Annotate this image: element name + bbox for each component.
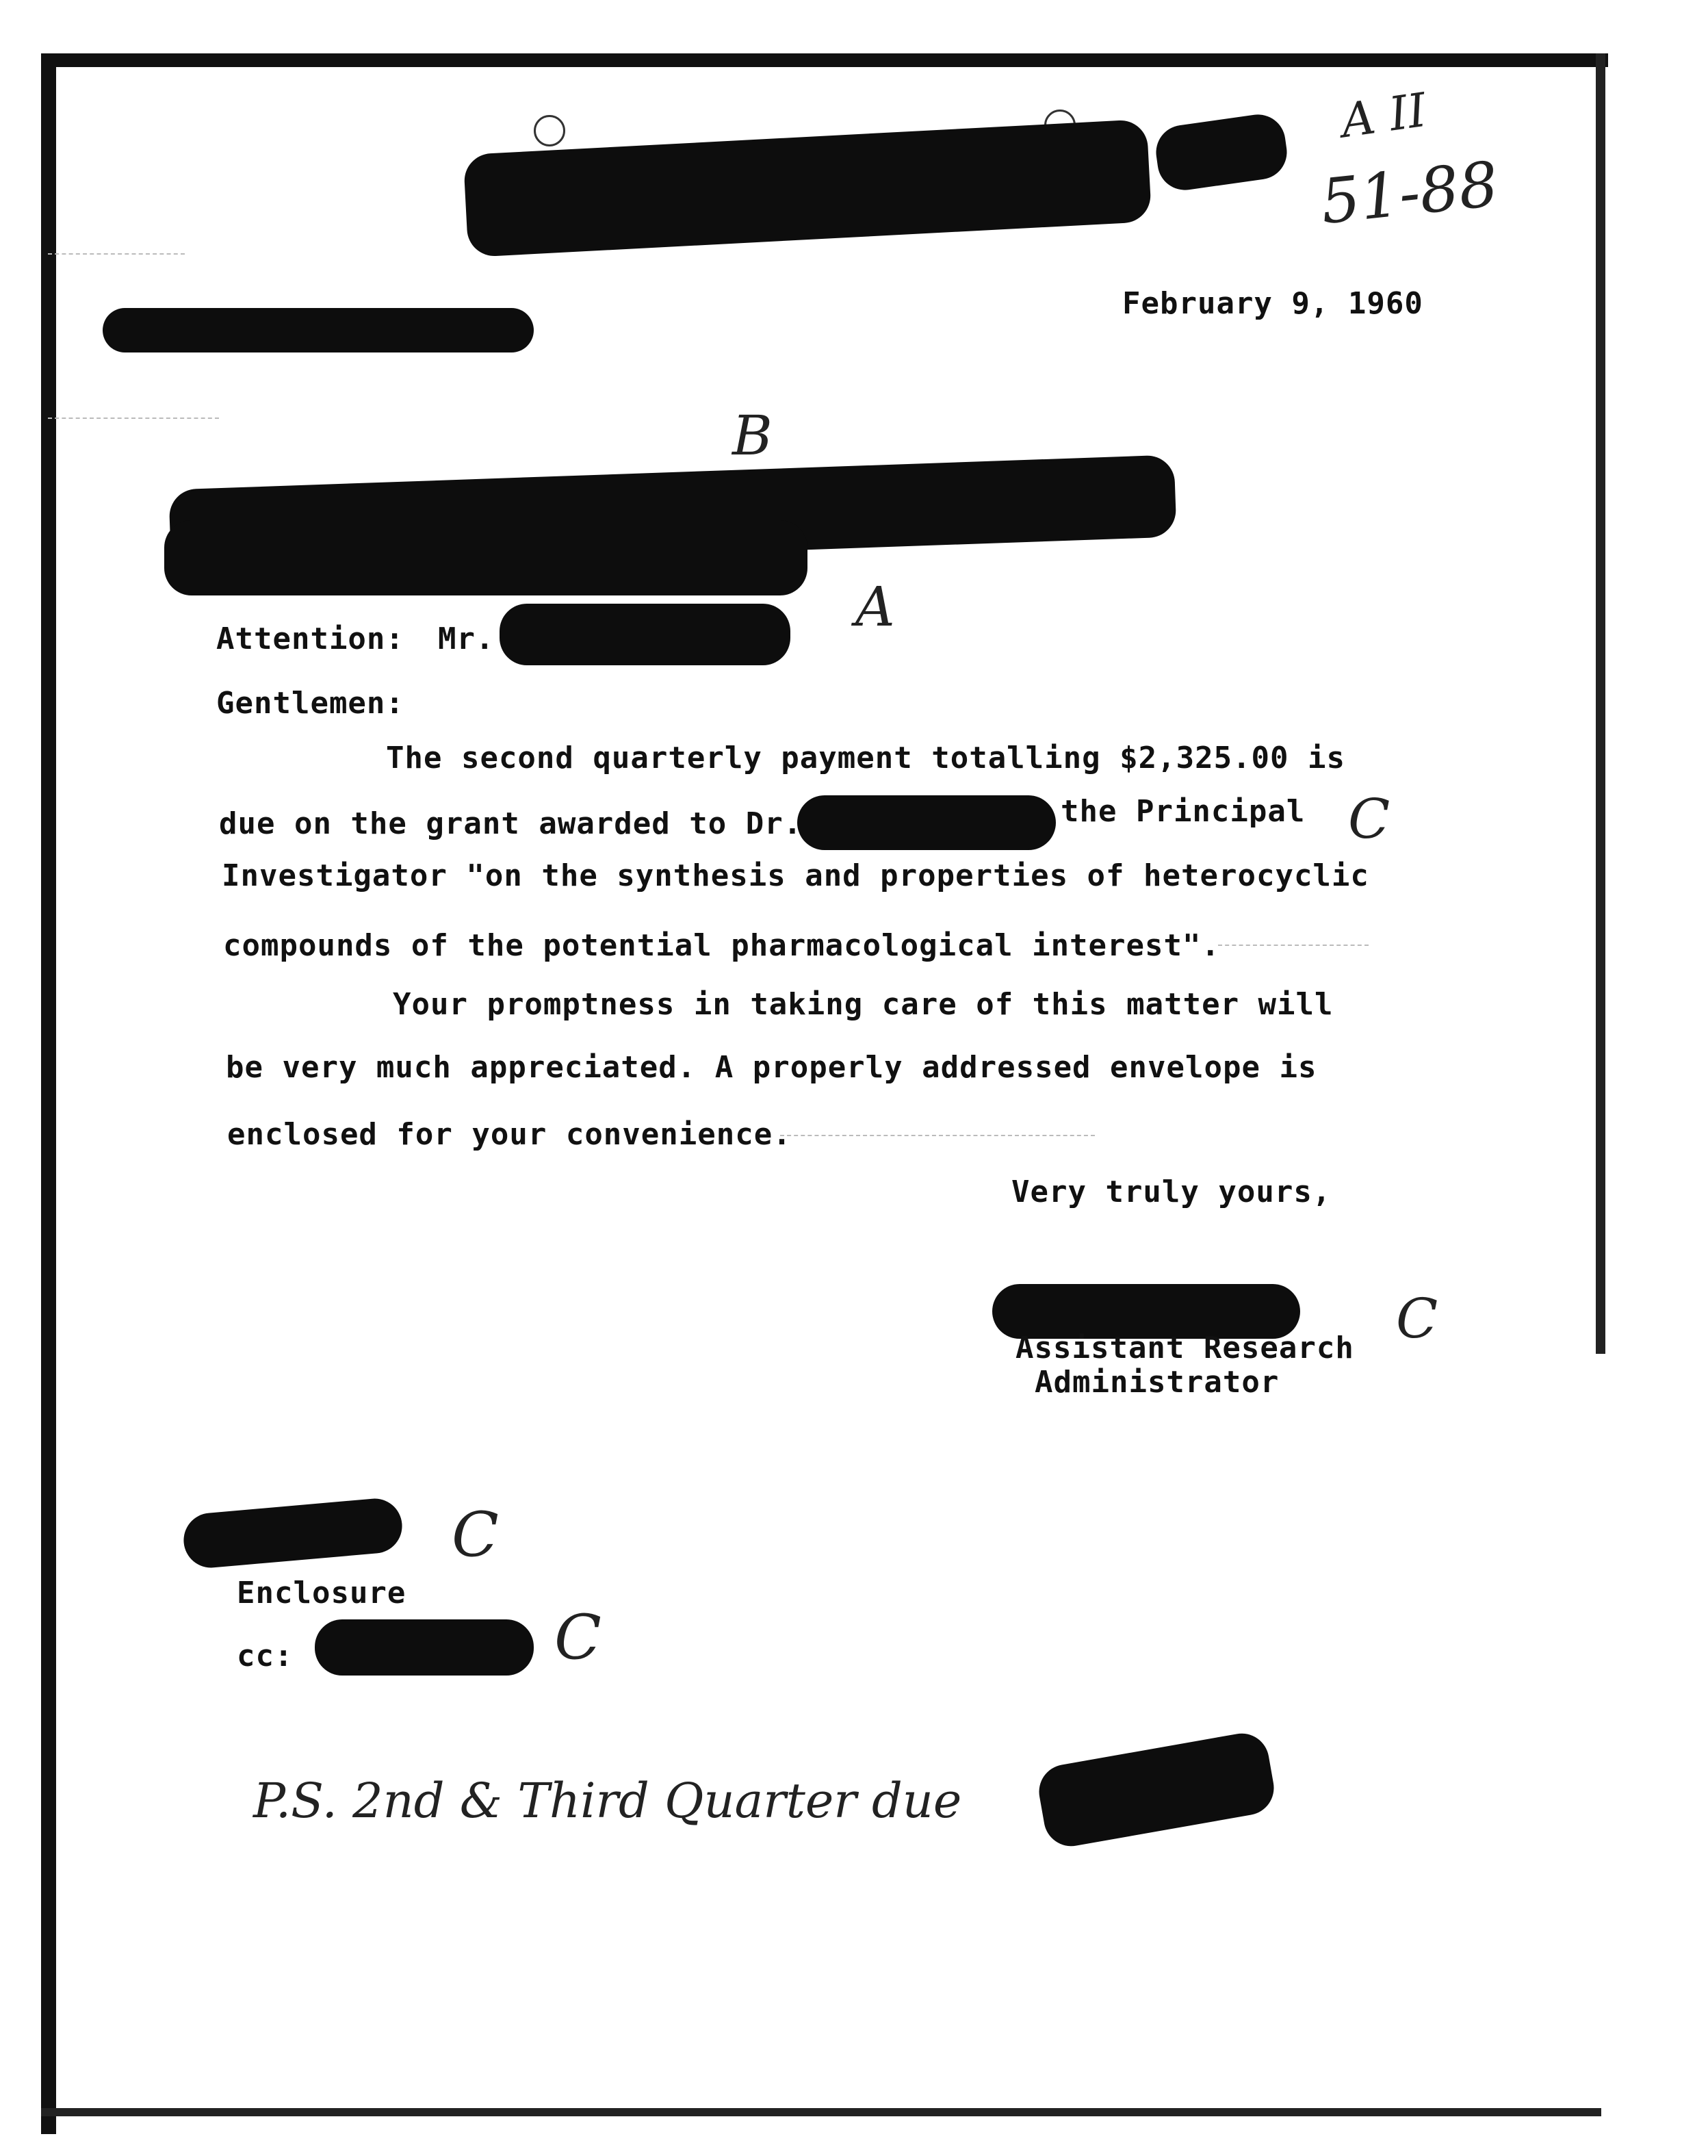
handwritten-mark-c-initials: C (452, 1499, 499, 1571)
scan-border-right (1596, 53, 1605, 1354)
scan-border-bottom (41, 2108, 1601, 2116)
body-line-4: compounds of the potential pharmacological interest". (223, 928, 1220, 963)
attention-prefix: Mr. (438, 621, 495, 656)
attention-label: Attention: (216, 621, 404, 656)
handwritten-mark-a: A (855, 575, 895, 639)
scan-artifact (780, 1135, 1095, 1138)
body-line-2: due on the grant awarded to Dr. (219, 806, 803, 841)
handwritten-code-top: A II (1338, 83, 1430, 149)
redaction-doctor-name (797, 795, 1056, 850)
redaction-letterhead (463, 119, 1152, 257)
body-line-7: enclosed for your convenience. (227, 1117, 792, 1152)
body-line-1: The second quarterly payment totalling $2,325.00 is (386, 741, 1346, 775)
closing: Very truly yours, (1011, 1175, 1332, 1209)
redaction-letterhead-mark (1152, 111, 1290, 194)
redaction-attention-name (500, 604, 790, 665)
scan-artifact (1218, 945, 1369, 947)
handwritten-mark-c-body: C (1348, 787, 1390, 851)
signature-title-line2: Administrator (1035, 1365, 1280, 1400)
punch-hole-left (534, 115, 565, 146)
body-line-2b: the Principal (1061, 794, 1306, 829)
redaction-address-2 (164, 520, 807, 595)
signature-title-line1: Assistant Research (1015, 1331, 1354, 1365)
redaction-reference (103, 308, 534, 352)
scan-artifact (48, 418, 219, 420)
scan-border-left (41, 53, 56, 2134)
scan-artifact (48, 253, 185, 256)
salutation: Gentlemen: (216, 686, 404, 721)
letter-date: February 9, 1960 (1122, 286, 1423, 321)
handwritten-mark-c-cc: C (554, 1602, 601, 1673)
scan-border-top (41, 53, 1608, 67)
body-line-5: Your promptness in taking care of this matter will (393, 987, 1334, 1022)
cc-label: cc: (237, 1639, 294, 1673)
handwritten-mark-b: B (732, 404, 773, 467)
handwritten-mark-c-signature: C (1396, 1287, 1438, 1350)
enclosure: Enclosure (237, 1576, 406, 1610)
handwritten-postscript: P.S. 2nd & Third Quarter due (253, 1773, 962, 1829)
body-line-6: be very much appreciated. A properly addressed envelope is (226, 1050, 1317, 1085)
handwritten-number: 51-88 (1317, 148, 1502, 239)
redaction-initials (181, 1496, 404, 1570)
body-line-3: Investigator "on the synthesis and properties of heterocyclic (222, 858, 1369, 893)
redaction-postscript (1035, 1729, 1278, 1850)
redaction-cc-name (315, 1619, 534, 1676)
